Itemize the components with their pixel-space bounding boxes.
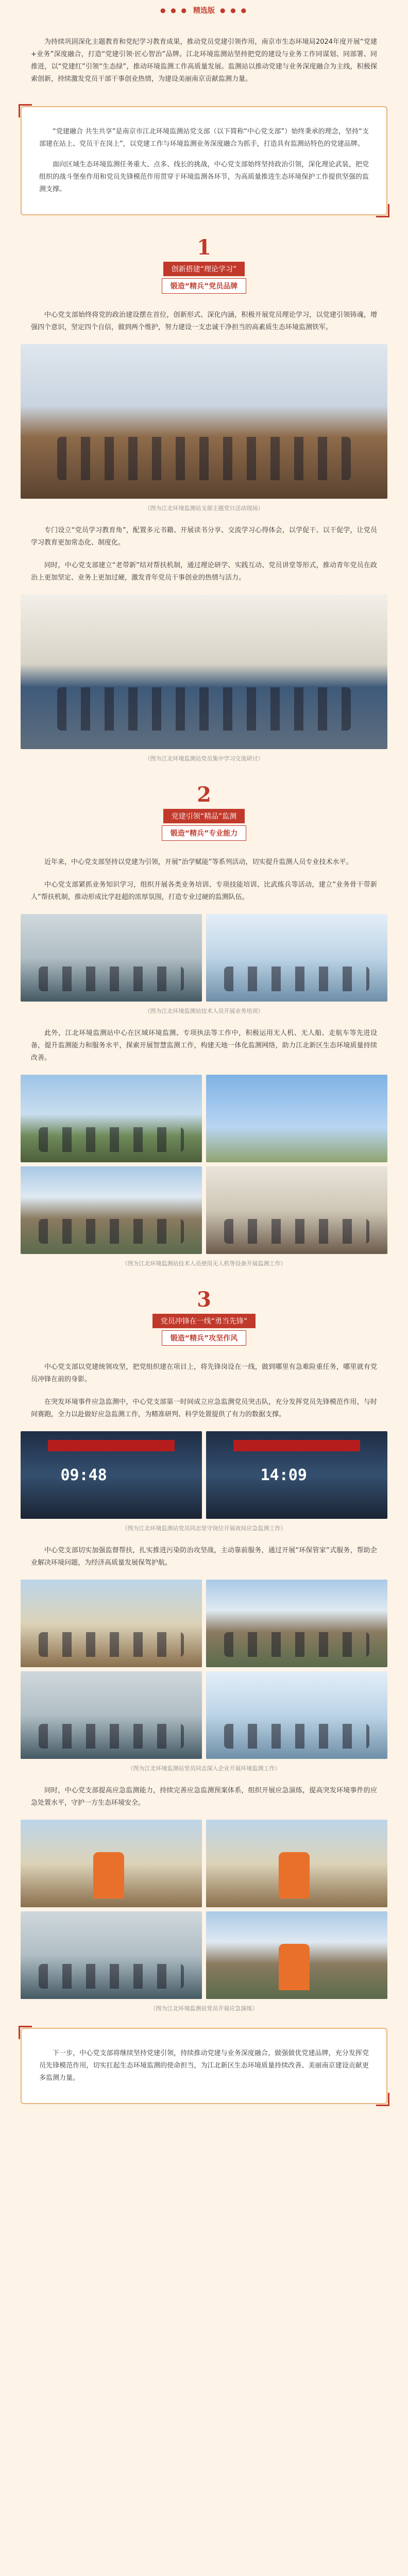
drill-photo (206, 1911, 387, 1999)
office-photo (206, 1166, 387, 1254)
night-monitoring-photo (21, 1431, 202, 1519)
outro-paragraph: 下一步，中心党支部将继续坚持党建引领，持续推动党建与业务深度融合，做强做优党建品牌，充分发挥党员先锋模范作用，切实扛起生态环境监测的使命担当，为江北新区生态环境质量持续改善、美丽南京建设贡献更多监测力量。 (39, 2049, 369, 2082)
section-title: 创新搭建“理论学习” (163, 262, 245, 276)
section-2-paragraph-3: 此外，江北环境监测站中心在区域环境监测、专项执法等工作中，积极运用无人机、无人船、走航车等先进设备，提升监测能力和服务水平，探索开展智慧监测工作，构建天地一体化监测网络，助力江北新区生态环境质量持续改善。 (31, 1029, 377, 1062)
decor-dots-right: ● ● ● (220, 7, 248, 14)
study-session-photo (21, 595, 387, 749)
section-subtitle: 锻造“精兵”党员品牌 (162, 278, 246, 294)
enterprise-photo-grid (21, 1580, 387, 1759)
section-1-paragraph-2: 专门设立“党员学习教育角”，配置多元书籍、开展读书分享、交流学习心得体会，以学促干、以干促学，让党员学习教育更加常态化、制度化。 (31, 527, 377, 547)
frame-corner-decor (19, 104, 32, 117)
photo-caption: （图为江北环境监测站技术人员使用无人机等设备开展监测工作） (122, 1260, 286, 1267)
lake-photo (21, 1075, 202, 1162)
banner-decor (233, 1440, 360, 1451)
frame-corner-decor (376, 2093, 389, 2106)
photo-caption: （图为江北环境监测站党员集中学习交流研讨） (144, 755, 264, 762)
section-2-paragraph-1: 近年来，中心党支部坚持以党建为引领，开展“治学赋能”等系列活动，切实提升监测人员专业技术水平。 (44, 858, 353, 866)
section-1-heading (0, 236, 408, 294)
section-subtitle: 锻造“精兵”攻坚作风 (162, 1330, 246, 1346)
article-header (0, 0, 408, 21)
enterprise-photo (206, 1580, 387, 1667)
section-subtitle: 锻造“精兵”专业能力 (162, 825, 246, 841)
section-title: 党员冲锋在一线“勇当先锋” (152, 1314, 256, 1328)
frame-paragraph-1: “党建融合 共生共享”是南京市江北环境监测站党支部（以下简称“中心党支部”）始终秉承的理念，坚持“支部建在站上、党员干在岗上”，以党建工作与环境监测业务深度融合为抓手，打造具有监测站特色的党建品牌。 (39, 128, 369, 148)
footer-decor (0, 2120, 408, 2140)
river-photo (21, 1166, 202, 1254)
section-1-paragraph-1: 中心党支部始终将党的政治建设摆在首位，创新形式、深化内涵，积极开展党员理论学习，以党建引领铸魂，增强四个意识，坚定四个自信，做到两个维护，努力建设一支忠诚干净担当的高素质生态环境监测铁军。 (31, 311, 377, 331)
enterprise-photo (21, 1580, 202, 1667)
outro-frame (21, 2028, 387, 2104)
highlight-frame (21, 106, 387, 215)
clock-overlay: 14:09 (260, 1466, 307, 1484)
training-photo (21, 914, 202, 1002)
clock-overlay: 09:48 (60, 1466, 107, 1484)
decor-dots-left: ● ● ● (160, 7, 188, 14)
section-number: 1 (197, 235, 211, 260)
night-monitoring-photo (206, 1431, 387, 1519)
drill-photo (206, 1820, 387, 1907)
training-photo (206, 914, 387, 1002)
section-title: 党建引领“精品”监测 (163, 809, 245, 823)
section-number: 3 (197, 1287, 211, 1312)
section-number: 2 (197, 783, 211, 807)
section-2-heading (0, 783, 408, 841)
night-photo-grid (21, 1431, 387, 1519)
drill-photo (21, 1911, 202, 1999)
section-3-paragraph-1: 中心党支部以党建统领攻坚，把党组织建在项目上，将先锋岗设在一线，做到哪里有急难险重任务，哪里就有党员冲锋在前的身影。 (31, 1363, 377, 1383)
training-photo-grid (21, 914, 387, 1002)
photo-caption: （图为江北环境监测站技术人员开展业务培训） (144, 1008, 264, 1014)
meeting-photo (21, 344, 387, 499)
drill-photo (21, 1820, 202, 1907)
section-3-heading (0, 1288, 408, 1346)
banner-decor (48, 1440, 175, 1451)
intro-paragraph: 为持续巩固深化主题教育和党纪学习教育成果，推动党员党建引领作用，南京市生态环境局2024年度开展“党建+业务”深度融合，打造“党建引领·匠心智治”品牌。江北环境监测站坚持把党的建设与业务工作同谋划、同部署、同推进，以“党建红”引领“生态绿”，推动环境监测工作高质量发展。监测站以推动党建与业务深度融合为主线，积极探索创新，持续激发党员干部干事创业热情，为建设美丽南京贡献监测力量。 (31, 38, 377, 83)
header-tag: 精选版 (193, 7, 215, 15)
frame-corner-decor (19, 2026, 32, 2039)
photo-caption: （图为江北环境监测站支部主题党日活动现场） (144, 505, 264, 512)
section-3-paragraph-3: 中心党支部切实加强监督帮扶，扎实推进污染防治攻坚战，主动靠前服务，通过开展“环保管家”式服务，帮助企业解决环境问题，为经济高质量发展保驾护航。 (31, 1547, 377, 1567)
drone-photo (206, 1075, 387, 1162)
frame-paragraph-2: 面向区域生态环境监测任务重大、点多、线长的挑战，中心党支部始终坚持政治引领，深化理论武装，把党组织的战斗堡垒作用和党员先锋模范作用贯穿于环境监测各环节，为高质量推进生态环境保护工作提供坚强的监测支撑。 (39, 161, 369, 193)
enterprise-photo (21, 1671, 202, 1759)
enterprise-photo (206, 1671, 387, 1759)
section-3-paragraph-2: 在突发环境事件应急监测中，中心党支部第一时间成立应急监测党员突击队，充分发挥党员先锋模范作用，与时间赛跑，全力以赴做好应急监测工作，为精准研判、科学处置提供了有力的数据支撑。 (31, 1398, 377, 1418)
photo-caption: （图为江北环境监测站党员同志深入企业开展环境监测工作） (127, 1765, 281, 1772)
photo-caption: （图为江北环境监测站党员同志坚守岗位开展夜间应急监测工作） (122, 1525, 286, 1532)
frame-corner-decor (376, 204, 389, 217)
section-2-paragraph-2: 中心党支部紧抓业务知识学习，组织开展各类业务培训、专项技能培训、比武练兵等活动，建立“业务骨干带新人”帮扶机制，推动形成比学赶超的浓厚氛围，打造专业过硬的监测队伍。 (31, 881, 377, 901)
drill-photo-grid (21, 1820, 387, 1999)
photo-caption: （图为江北环境监测站党员开展应急演练） (150, 2005, 258, 2012)
section-1-paragraph-3: 同时，中心党支部建立“老带新”结对帮扶机制，通过理论研学、实践互动、党员讲堂等形式，推动青年党员在政治上更加坚定、业务上更加过硬，激发青年党员干事创业的热情与活力。 (31, 562, 377, 582)
section-3-paragraph-4: 同时，中心党支部提高应急监测能力，持续完善应急监测预案体系，组织开展应急演练，提高突发环境事件的应急处置水平，守护一方生态环境安全。 (31, 1787, 377, 1807)
field-photo-grid (21, 1075, 387, 1254)
